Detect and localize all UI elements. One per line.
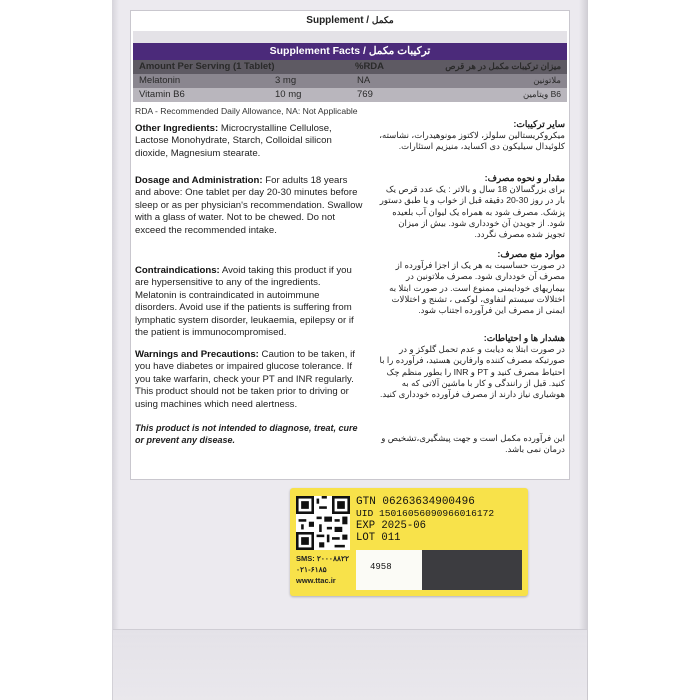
- section-title: Dosage and Administration:: [135, 175, 263, 186]
- qr-code-icon: [296, 496, 350, 550]
- supplement-header: [131, 15, 569, 26]
- sms-number: SMS: ۲۰۰۰۸۸۲۲: [296, 554, 350, 563]
- section-title: Warnings and Precautions:: [135, 349, 259, 360]
- uid-code: UID 15016056090966016172: [356, 508, 495, 519]
- section-title: هشدار ها و احتیاطات:: [483, 333, 565, 343]
- supplement-facts-bar: [133, 43, 567, 60]
- top-strip: [133, 31, 567, 43]
- facts-header-row: [133, 60, 567, 74]
- box-right-edge: [579, 0, 587, 700]
- facts-row-name-fa: ملاتونین: [533, 75, 561, 85]
- section-title: مقدار و نحوه مصرف:: [484, 173, 565, 183]
- warnings-en: [135, 349, 363, 411]
- facts-row-amount: 10 mg: [275, 89, 302, 100]
- scratch-panel: [422, 550, 522, 590]
- rda-note: RDA - Recommended Daily Allowance, NA: Not Applicable: [135, 106, 358, 116]
- facts-row-rda: NA: [357, 75, 371, 86]
- disclaimer-en: This product is not intended to diagnose, treat, cure or prevent any disease.: [135, 423, 358, 445]
- section-body: در صورت ابتلا به دیابت و عدم تحمل گلوکز و در صورتیکه مصرف کننده وارفارین هستید، فرآورده را با احتیاط مصرف کنید و PT و INR را بطور منظم چک کنید. قبل از رانندگی و کار با ماشین آلاتی که به هوشیاری نیاز دارند از مصرف فرآورده خودداری کنید.: [379, 344, 565, 400]
- disclaimer-fa: این فرآورده مکمل است و جهت پیشگیری،تشخیص و درمان نمی باشد.: [381, 433, 565, 455]
- facts-row-name-fa: ویتامین B6: [523, 89, 561, 99]
- facts-header-left: Amount Per Serving (1 Tablet): [139, 61, 275, 72]
- dosage-en: [135, 175, 363, 237]
- facts-row: [133, 74, 567, 88]
- facts-row-name: Melatonin: [139, 75, 181, 86]
- section-title: Contraindications:: [135, 265, 220, 276]
- facts-title-fa: ترکیبات مکمل: [368, 45, 431, 57]
- section-title: Other Ingredients:: [135, 123, 219, 134]
- tracking-sticker: [290, 488, 528, 596]
- dosage-fa: [379, 173, 565, 240]
- facts-header-mid: %RDA: [355, 61, 385, 72]
- facts-row-name: Vitamin B6: [139, 89, 185, 100]
- section-body: Avoid taking this product if you are hypersensitive to any of the ingredients. Melatonin is contraindicated in autoimmune disorders. Avoid use if the patients is suffering from lymphatic system disorder, leukaemia, epilepsy or if the patient is immunocompromised.: [135, 265, 354, 339]
- phone-number: ۰۲۱-۶۱۸۵: [296, 565, 327, 574]
- supplement-title-en: Supplement /: [306, 15, 370, 26]
- box-left-edge: [113, 0, 119, 700]
- other-ingredients-fa: [379, 119, 565, 153]
- section-body: Caution to be taken, if you have diabetes or impaired glucose tolerance. If you take warfarin, check your PT and INR regularly. This product should not be taken prior to driving or using machines which need alertness.: [135, 349, 355, 410]
- website: www.ttac.ir: [296, 576, 336, 585]
- internal-code: 4958: [370, 562, 392, 572]
- section-body: میکروکریستالین سلولز، لاکتوز مونوهیدرات، نشاسته، کلوئیدال سیلیکون دی اکساید، منیزیم استئارات.: [379, 130, 565, 152]
- gtn-code: GTN 06263634900496: [356, 496, 475, 508]
- supplement-title-fa: مکمل: [371, 15, 394, 25]
- section-body: Microcrystalline Cellulose, Lactose Monohydrate, Starch, Colloidal silicon dioxide, Magnesium stearate.: [135, 123, 332, 159]
- facts-row-amount: 3 mg: [275, 75, 297, 86]
- section-title: موارد منع مصرف:: [497, 249, 565, 259]
- box-shadow: [112, 630, 588, 700]
- section-body: در صورت حساسیت به هر یک از اجزا فرآورده از مصرف آن خودداری شود. مصرف ملاتونین در بیماریهای خودایمنی ممنوع است. در صورت ابتلا به اختلالات سیستم لنفاوی، لوکمی ، تشنج و اختلالات ایمنی از مصرف این فرآورده اجتناب شود.: [389, 260, 565, 316]
- contraindications-en: [135, 265, 363, 339]
- section-body: برای بزرگسالان 18 سال و بالاتر : یک عدد قرص یک بار در روز 30-20 دقیقه قبل از خواب و یا طبق دستور پزشک. مصرف شود به همراه یک لیوان آب بلعیده شود. از جویدن آن خودداری شود. بیش از میزان تجویز شده مصرف نگردد.: [379, 184, 565, 240]
- contraindications-fa: [379, 249, 565, 316]
- facts-row: [133, 88, 567, 102]
- label-panel: [130, 10, 570, 480]
- facts-row-rda: 769: [357, 89, 373, 100]
- expiry-date: EXP 2025-06: [356, 520, 426, 532]
- facts-header-right: میزان ترکیبات مکمل در هر قرص: [445, 61, 561, 71]
- facts-title-en: Supplement Facts /: [269, 45, 366, 57]
- warnings-fa: [379, 333, 565, 400]
- section-title: سایر ترکیبات:: [513, 119, 565, 129]
- section-body: For adults 18 years and above: One tablet per day 20-30 minutes before sleep or as per physician's recommendation. Swallow with a glass of water. Not to be chewed. Do not exceed the recommended intake.: [135, 175, 363, 236]
- lot-number: LOT 011: [356, 532, 401, 544]
- other-ingredients-en: [135, 123, 363, 160]
